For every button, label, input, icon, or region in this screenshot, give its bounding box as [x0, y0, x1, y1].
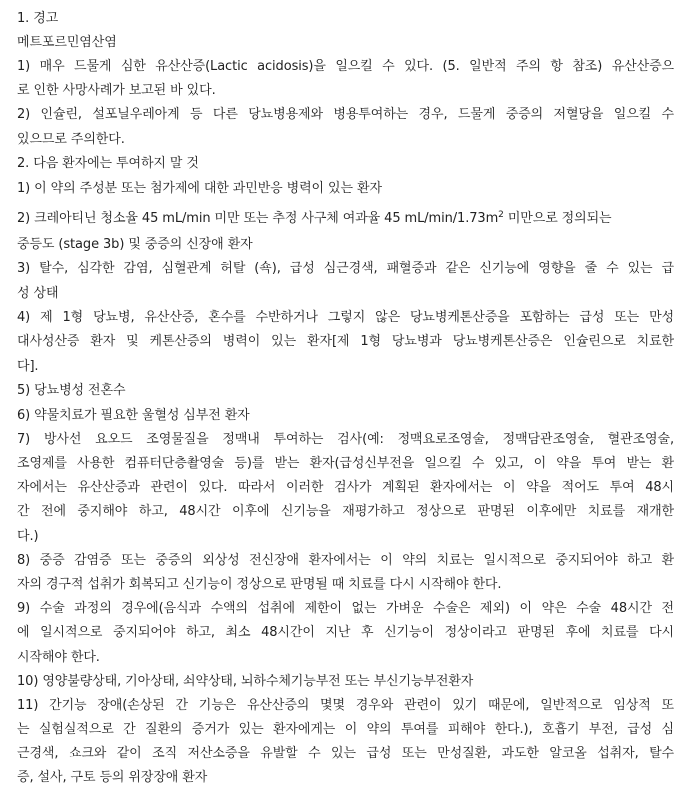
- text-line: [17, 721, 674, 738]
- text-run: 중등도 (stage 3b) 및 중증의 신장애 환자: [17, 237, 253, 252]
- text-line: [17, 431, 674, 448]
- text-run: 1. 경고: [17, 11, 59, 26]
- text-run: 2. 다음 환자에는 투여하지 말 것: [17, 156, 199, 171]
- text-run: 다.): [17, 529, 39, 544]
- text-line: [17, 479, 674, 496]
- text-run: 8) 중증 감염증 또는 중증의 외상성 전신장애 환자에서는 이 약의 치료는 일시적으로 중지되어야 하고 환: [17, 553, 674, 568]
- text-line: [17, 600, 674, 617]
- text-run: 9) 수술 과정의 경우에(음식과 수액의 섭취에 제한이 없는 가벼운 수술은 제외) 이 약은 수술 48시간 전: [17, 601, 674, 616]
- text-run: 11) 간기능 장애(손상된 간 기능은 유산산증의 몇몇 경우와 관련이 있기 때문에, 일반적으로 임상적 또: [17, 698, 674, 713]
- text-line: [17, 455, 674, 472]
- text-run: 자의 경구적 섭취가 회복되고 신기능이 정상으로 판명될 때 치료를 다시 시작해야 한다.: [17, 577, 502, 592]
- text-line: [17, 407, 677, 424]
- text-run: 있으므로 주의한다.: [17, 132, 125, 147]
- text-line: [17, 309, 674, 326]
- text-run: 다].: [17, 359, 39, 374]
- text-line: [17, 745, 674, 762]
- text-line: [17, 552, 674, 569]
- text-run: 메트포르민염산염: [17, 35, 117, 50]
- text-line: [17, 624, 674, 641]
- text-line: [17, 333, 674, 350]
- text-line: [17, 82, 677, 99]
- text-run: 미만으로 정의되는: [503, 211, 612, 226]
- text-run: 10) 영양불량상태, 기아상태, 쇠약상태, 뇌하수체기능부전 또는 부신기능부전환자: [17, 674, 474, 689]
- text-run: 2) 인슐린, 설포닐우레아계 등 다른 당뇨병용제와 병용투여하는 경우, 드물게 중증의 저혈당을 일으킬 수: [17, 107, 674, 122]
- text-run: 는 실험실적으로 간 질환의 증거가 있는 환자에게는 이 약의 투여를 피해야 한다.), 호흡기 부전, 급성 심: [17, 722, 674, 737]
- text-line: [17, 260, 674, 277]
- text-run: 1) 매우 드물게 심한 유산산증(Lactic acidosis)을 일으킬 수 있다. (5. 일반적 주의 항 참조) 유산산증으: [17, 59, 674, 74]
- superscript: 2: [498, 210, 504, 220]
- text-line: [17, 649, 677, 666]
- text-run: 근경색, 쇼크와 같이 조직 저산소증을 유발할 수 있는 급성 또는 만성질환, 과도한 알코올 섭취자, 탈수: [17, 746, 674, 761]
- text-line: [17, 576, 677, 593]
- text-run: 1) 이 약의 주성분 또는 첨가제에 대한 과민반응 병력이 있는 환자: [17, 181, 382, 196]
- text-line: [17, 382, 677, 399]
- text-line: [17, 769, 677, 786]
- text-line: [17, 673, 677, 690]
- text-line: [17, 285, 677, 302]
- text-run: 간 전에 중지해야 하고, 48시간 이후에 신기능을 재평가하고 정상으로 판명된 이후에만 치료를 재개한: [17, 504, 674, 519]
- text-run: 증, 설사, 구토 등의 위장장애 환자: [17, 770, 208, 785]
- text-line: [17, 503, 674, 520]
- text-line: [17, 58, 674, 75]
- text-line: [17, 358, 677, 375]
- text-run: 조영제를 사용한 컴퓨터단층촬영술 등)를 받는 환자(급성신부전을 일으킬 수 있고, 이 약을 투여 받는 환: [17, 456, 674, 471]
- text-run: 성 상태: [17, 286, 59, 301]
- text-line: [17, 106, 674, 123]
- text-run: 로 인한 사망사례가 보고된 바 있다.: [17, 83, 216, 98]
- text-run: 3) 탈수, 심각한 감염, 심혈관계 허탈 (쇽), 급성 심근경색, 패혈증과 같은 신기능에 영향을 줄 수 있는 급: [17, 261, 674, 276]
- text-run: 에 일시적으로 중지되어야 하고, 최소 48시간이 지난 후 신기능이 정상이라고 판명된 후에 치료를 다시: [17, 625, 674, 640]
- text-line: [17, 10, 677, 27]
- text-line: [17, 210, 677, 227]
- text-line: [17, 155, 677, 172]
- text-line: [17, 180, 677, 197]
- text-line: [17, 236, 677, 253]
- text-run: 대사성산증 환자 및 케톤산증의 병력이 있는 환자[제 1형 당뇨병과 당뇨병케톤산증은 인슐린으로 치료한: [17, 334, 674, 349]
- text-run: 2) 크레아티닌 청소율 45 mL/min 미만 또는 추정 사구체 여과율 45 mL/min/1.73m: [17, 211, 499, 226]
- text-line: [17, 34, 677, 51]
- text-run: 7) 방사선 요오드 조영물질을 정맥내 투여하는 검사(예: 정맥요로조영술, 정맥담관조영술, 혈관조영술,: [17, 432, 674, 447]
- text-line: [17, 697, 674, 714]
- text-run: 5) 당뇨병성 전혼수: [17, 383, 126, 398]
- text-run: 4) 제 1형 당뇨병, 유산산증, 혼수를 수반하거나 그렇지 않은 당뇨병케톤산증을 포함하는 급성 또는 만성: [17, 310, 674, 325]
- text-run: 자에서는 유산산증과 관련이 있다. 따라서 이러한 검사가 계획된 환자에서는 이 약을 적어도 투여 48시: [17, 480, 674, 495]
- text-line: [17, 528, 677, 545]
- text-run: 시작해야 한다.: [17, 650, 100, 665]
- text-line: [17, 131, 677, 148]
- text-run: 6) 약물치료가 필요한 울혈성 심부전 환자: [17, 408, 250, 423]
